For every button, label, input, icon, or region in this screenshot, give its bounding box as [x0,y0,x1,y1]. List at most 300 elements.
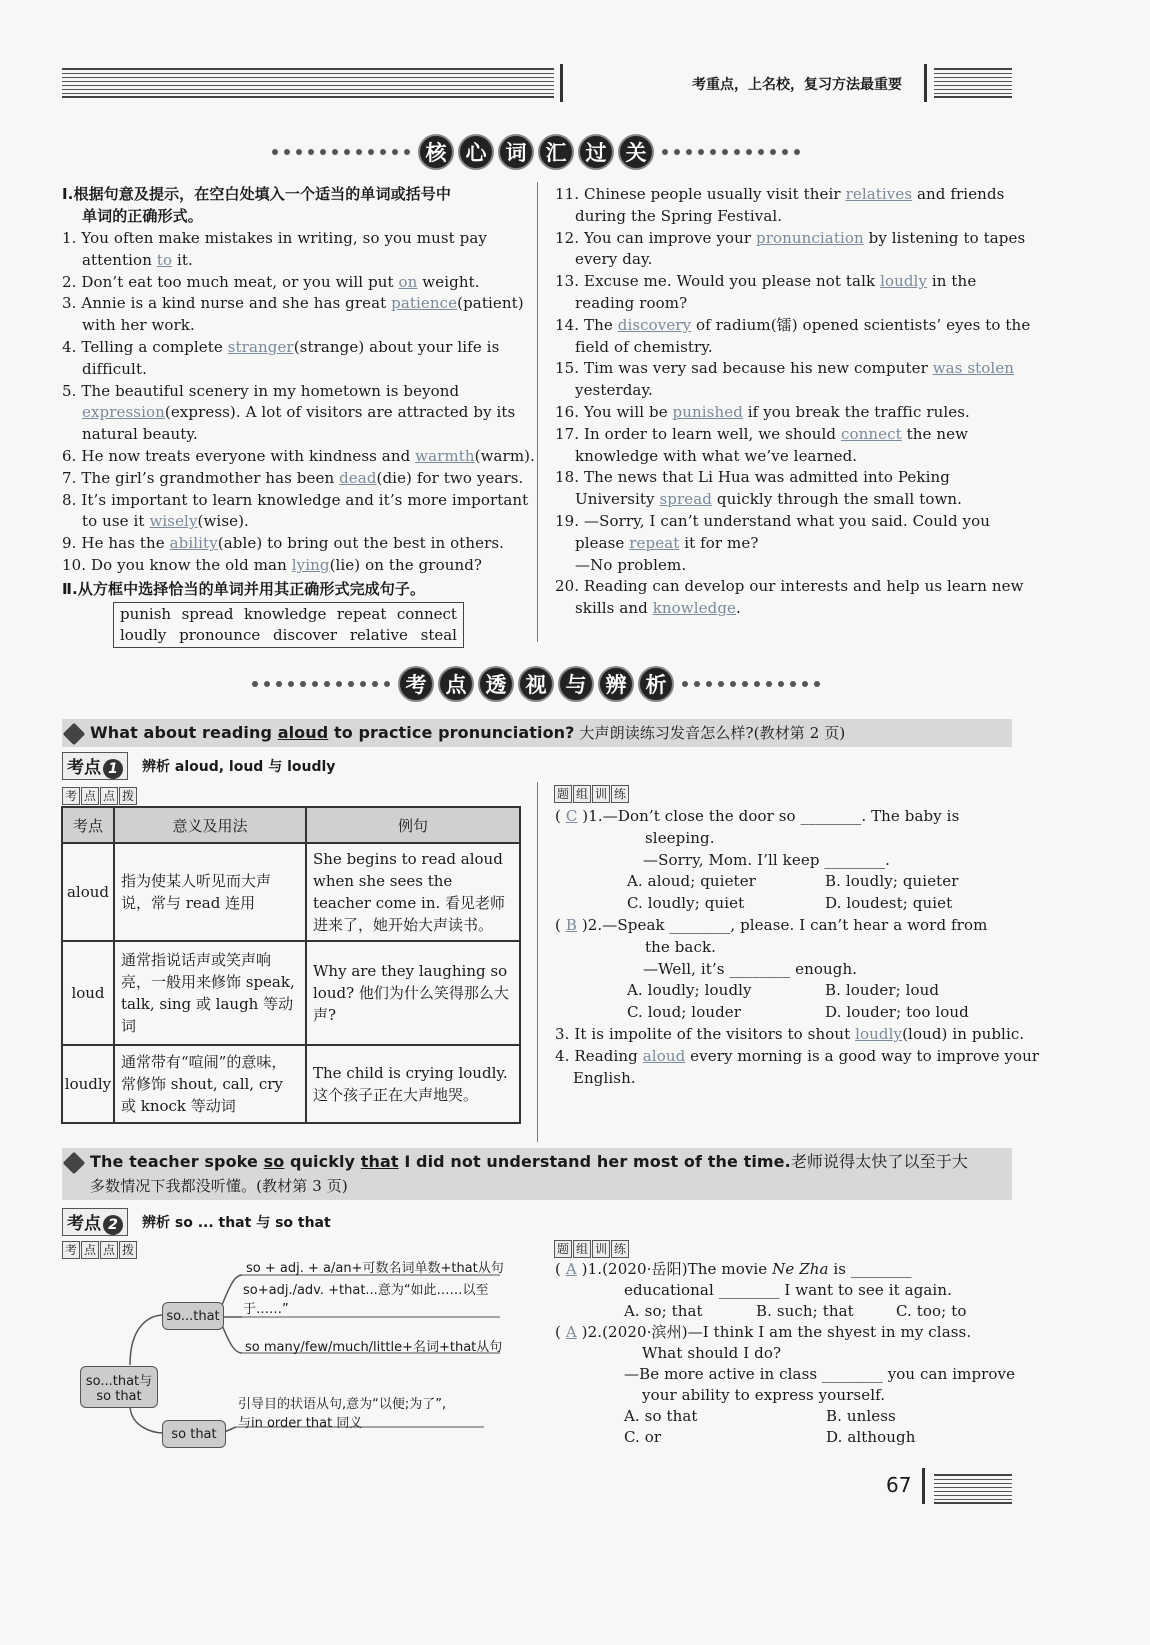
section-title-char: 词 [498,134,534,170]
section-title-char: 汇 [538,134,574,170]
answer-text: loudly [855,1025,903,1043]
answer-text: knowledge [652,599,736,618]
item-text: knowledge with what we’ve learned. [575,446,858,465]
exercise-item-cont [82,401,515,423]
item-text: Reading [574,1046,643,1065]
exercise-item [555,510,990,532]
drill-line [555,805,959,827]
drill-line [555,1023,1024,1045]
drill-line [627,870,959,892]
drill-line [643,958,857,980]
exercise-item [555,183,1004,205]
item-text: You often make mistakes in writing, so you must pay [81,229,487,247]
option: C. loud; louder [627,1003,742,1022]
mindmap-leaf: 引导目的状语从句,意为“以便;为了”, [238,1397,447,1412]
item-text: —Don’t close the door so ________. The baby is [602,807,960,825]
item-text: The beautiful scenery in my hometown is beyond [81,381,460,400]
kaodian-label [62,752,128,780]
answer-bracket: ) [576,1260,588,1278]
answer-text: to [156,250,173,269]
item-text: (loud) in public. [902,1025,1025,1043]
answer-text: loudly [880,272,928,291]
tag-char: 点 [81,787,99,805]
mindmap-root: so...that与 so that [80,1366,158,1408]
item-text: —Speak ________, please. I can’t hear a word from [602,916,988,934]
drill-line-cont: English. [573,1068,636,1087]
item-text: yesterday. [575,381,653,400]
tag-char: 练 [611,1240,629,1258]
exercise-item-cont [575,554,686,576]
section-title-char: 析 [638,666,674,702]
kaodian-2-title: 辨析 so ... that 与 so that [142,1215,331,1231]
option: A. so; that [624,1302,703,1320]
exercise-item-cont [82,358,147,380]
item-number: 2. [62,272,82,291]
item-text: is ________ [828,1260,912,1278]
exercise-item [62,445,535,467]
answer-letter: A [565,1260,577,1278]
item-text: quickly through the small town. [712,490,963,509]
answer-letter: C [565,807,578,825]
decor-dots [682,681,820,687]
table-row [62,1045,520,1123]
item-number: 1. [62,229,82,247]
item-text: the new [901,424,969,443]
column-separator [537,782,538,1142]
item-number: 4. [62,338,82,356]
key1-cn: 大声朗读练习发音怎么样?(教材第 2 页) [574,724,846,742]
tag-kaodian-diandian [62,787,138,805]
key1-en: What about reading [90,723,278,742]
section-title-char: 与 [558,666,594,702]
exercise-item-cont [575,379,653,401]
exercise-item [555,227,1025,249]
item-source: (2020·滨州) [602,1323,688,1341]
answer-letter: A [565,1323,577,1341]
section-title-char: 核 [418,134,454,170]
key2-cn-cont: 多数情况下我都没听懂。(教材第 3 页) [90,1177,348,1195]
table-header-cell: 考点 [62,807,114,843]
item-text: —No problem. [575,555,687,574]
kaodian-2-label [62,1208,331,1236]
kaodian-number: 2 [103,1215,123,1235]
table-cell-word: loudly [62,1045,114,1123]
option: A. loudly; loudly [627,981,752,1000]
item-number: 2. [587,1323,603,1341]
item-text: —Sorry, Mom. I’ll keep ________. [643,850,891,869]
drill-line-cont: What should I do? [642,1344,782,1362]
option: A. aloud; quieter [627,872,756,891]
option: D. although [826,1428,916,1446]
item-text: —I think I am the shyest in my class. [687,1323,972,1341]
item-text: field of chemistry. [575,337,713,356]
header-slogan: 考重点，上名校，复习方法最重要 [692,77,902,93]
section-title-char: 透 [478,666,514,702]
exercise-item-cont [82,249,193,271]
drill-line [555,1321,971,1343]
item-text: in the [927,272,977,291]
exercise-item-cont [575,488,962,510]
item-number: 18. [555,468,585,487]
kaodian-number: 1 [103,759,123,779]
drill-line [645,936,716,958]
exercise-item [555,575,1024,597]
drill-line [555,914,987,936]
answer-bracket: ( [555,1260,566,1278]
word-box-word: loudly [120,626,167,644]
exercise-item [62,489,528,511]
item-text: sleeping. [645,828,715,847]
drill-line [555,1045,1039,1067]
part1-instruction: Ⅰ.根据句意及提示，在空白处填入一个适当的单词或括号中 [62,185,451,203]
word-box-word: connect [396,605,457,623]
item-text: it for me? [679,533,759,552]
item-number: 7. [62,468,82,487]
drill-line [645,827,715,849]
answer-text: punished [672,403,743,421]
item-text: with her work. [82,316,195,335]
item-number: 8. [62,490,82,509]
exercise-item [62,467,523,489]
item-text: The news that Li Hua was admitted into Peking [584,468,950,487]
answer-text: connect [841,424,902,443]
answer-text: repeat [629,533,680,552]
item-text: please [575,533,630,552]
tag-icon [63,1152,86,1175]
item-text: You can improve your [584,228,757,247]
exercise-item [62,292,524,314]
item-text: skills and [575,599,653,618]
item-text: You will be [584,403,673,421]
footer-divider [922,1468,925,1504]
table-cell-word: aloud [62,843,114,941]
exercise-item [555,401,970,423]
part1-instruction-cont: 单词的正确形式。 [82,207,203,225]
item-number: 6. [62,447,82,465]
exercise-item-cont [575,445,857,467]
option: C. loudly; quiet [627,894,745,913]
option: B. louder; loud [825,981,940,1000]
item-text: Do you know the old man [91,556,292,574]
item-text: (die) for two years. [376,468,524,487]
section-title-char: 点 [438,666,474,702]
table-row [62,941,520,1045]
table-cell-usage: 通常指说话声或笑声响亮，一般用来修饰 speak, talk, sing 或 laugh 等动词 [114,941,306,1045]
option: C. or [624,1428,662,1446]
exercise-item-cont [575,292,687,314]
item-text: He has the [81,534,170,553]
mindmap-node-so-that: so...that [162,1302,224,1330]
answer-text: was stolen [932,359,1015,378]
answer-text: wisely [149,512,198,531]
mindmap-node-sothat: so that [162,1420,226,1448]
item-text: (wise). [197,512,249,531]
answer-bracket: ) [576,916,588,934]
item-text: (lie) on the ground? [329,556,483,574]
item-source: (2020·岳阳) [602,1260,688,1278]
drill-line [627,1001,969,1023]
drill-line-cont: educational ________ I want to see it again. [624,1281,952,1299]
exercise-item [555,357,1014,379]
item-text: if you break the traffic rules. [742,403,970,421]
option: A. so that [624,1407,698,1425]
table-header-cell: 意义及用法 [114,807,306,843]
item-number: 19. [555,512,585,530]
item-number: 9. [62,534,82,553]
table-cell-example: The child is crying loudly. 这个孩子正在大声地哭。 [306,1045,520,1123]
key2-underlined-so: so [263,1152,285,1171]
drill-line-cont: your ability to express yourself. [642,1386,886,1404]
item-text: difficult. [82,359,147,378]
answer-text: expression [82,403,165,422]
decor-dots [252,681,390,687]
exercise-item [555,466,950,488]
key1-en-rest: to practice pronunciation? [328,723,575,742]
key-sentence-2 [62,1148,1012,1200]
exercise-item [62,554,482,576]
item-number: 12. [555,228,585,247]
tag-char: 点 [100,1241,118,1259]
answer-text: on [398,272,418,291]
header-rule-right [934,68,1012,98]
kaodian-text: 考点 [67,1214,101,1234]
key-sentence-1 [62,719,1012,747]
item-number: 14. [555,315,585,334]
item-text: natural beauty. [82,425,198,444]
table-cell-usage: 指为使某人听见而大声说，常与 read 连用 [114,843,306,941]
section-title-char: 辨 [598,666,634,702]
key2-cn: 老师说得太快了以至于大 [790,1152,968,1171]
exercise-item [62,271,480,293]
exercise-item-cont [82,510,249,532]
section-title-char: 考 [398,666,434,702]
item-text: Chinese people usually visit their [584,185,846,203]
answer-bracket: ( [555,916,566,934]
word-box-word: discover [273,626,338,644]
item-text: —Well, it’s ________ enough. [643,959,858,978]
answer-text: lying [291,556,330,574]
word-box-word: knowledge [244,605,327,623]
table-header-cell: 例句 [306,807,520,843]
tag-char: 拨 [119,1241,137,1259]
tag-char: 题 [554,785,572,803]
tag-char: 点 [100,787,118,805]
tag-char: 训 [592,785,610,803]
item-text: (warm). [474,447,535,465]
exercise-item [62,336,499,358]
key2-part: I did not understand her most of the time. [398,1152,791,1171]
table-cell-example: She begins to read aloud when she sees the teacher come in. 看见老师进来了，她开始大声读书。 [306,843,520,941]
answer-bracket: ) [577,807,589,825]
kaodian-1-title: 辨析 aloud, loud 与 loudly [142,759,336,775]
option: B. such; that [756,1302,854,1320]
answer-text: stranger [227,338,294,356]
column-separator [537,182,538,642]
section-title-vocab [272,134,800,170]
section-title-char: 视 [518,666,554,702]
option: D. loudest; quiet [825,894,953,913]
answer-text: dead [339,468,377,487]
item-text: of radium(镭) opened scientists’ eyes to the [691,315,1031,334]
item-number: 11. [555,185,585,203]
exercise-item [555,270,976,292]
item-text: The [584,315,618,334]
item-number: 16. [555,403,585,421]
answer-text: aloud [642,1046,686,1065]
tag-char: 考 [62,1241,80,1259]
section-title-char: 关 [618,134,654,170]
exercise-item-cont [575,205,782,227]
item-text: by listening to tapes [863,228,1026,247]
mindmap-leaf: 于……” [243,1302,289,1317]
item-number: 3. [555,1025,575,1043]
tag-char: 点 [81,1241,99,1259]
drill-line [555,1258,912,1280]
item-text: (express). A lot of visitors are attracted by its [164,403,516,422]
header-divider-right [924,64,927,102]
exercise-item-cont [575,248,652,270]
item-number: 5. [62,381,82,400]
item-text: weight. [417,272,480,291]
section-title-char: 心 [458,134,494,170]
item-number: 3. [62,294,82,313]
item-number: 2. [587,916,603,934]
answer-text: discovery [617,315,692,334]
item-text: Telling a complete [81,338,228,356]
section-title-char: 过 [578,134,614,170]
item-text: the back. [645,937,717,956]
item-number: 1. [587,1260,603,1278]
tag-char: 组 [573,785,591,803]
tag-char: 组 [573,1240,591,1258]
key1-underlined: aloud [277,723,329,742]
table-cell-word: loud [62,941,114,1045]
header-rule-left [62,68,554,98]
exercise-item [62,532,504,554]
answer-bracket: ( [555,1323,566,1341]
page-number: 67 [886,1473,912,1497]
drill-line [627,979,940,1001]
tag-icon [63,723,86,746]
decor-dots [272,149,410,155]
mindmap-leaf: 与in order that 同义 [238,1416,363,1431]
item-number: 10. [62,556,92,574]
drill-line-cont: —Be more active in class ________ you can improve [624,1365,1016,1383]
tag-char: 训 [592,1240,610,1258]
word-box-word: relative [349,626,408,644]
exercise-item [62,380,459,402]
item-text: It’s important to learn knowledge and it’s more important [81,490,529,509]
item-text: Excuse me. Would you please not talk [584,272,881,291]
exercise-item [62,227,487,249]
footer-rule [934,1474,1012,1504]
exercise-item [555,314,1030,336]
key2-underlined-that: that [360,1152,399,1171]
option: D. louder; too loud [825,1003,969,1022]
option: B. loudly; quieter [825,872,959,891]
exercise-item-cont [575,532,759,554]
item-text: In order to learn well, we should [584,424,841,443]
option: B. unless [826,1407,896,1425]
answer-text: spread [659,490,712,509]
tag-char: 考 [62,787,80,805]
exercise-item-cont [575,336,713,358]
word-box-word: punish [120,605,172,623]
kaodian-label [62,1208,128,1236]
item-text: . [736,599,741,618]
item-text: Don’t eat too much meat, or you will put [81,272,399,291]
item-text: He now treats everyone with kindness and [81,447,416,465]
mindmap-leaf: so+adj./adv. +that...意为“如此……以至 [243,1283,489,1298]
item-text: every day. [575,250,653,269]
item-text: during the Spring Festival. [575,206,783,225]
item-number: 15. [555,359,585,378]
item-text: (able) to bring out the best in others. [217,534,505,553]
item-text: It is impolite of the visitors to shout [574,1025,856,1043]
part2-instruction: Ⅱ.从方框中选择恰当的单词并用其正确形式完成句子。 [62,580,426,598]
answer-text: warmth [415,447,475,465]
item-text: (strange) about your life is [293,338,500,356]
item-text: University [575,490,660,509]
option: C. too; to [896,1302,967,1320]
item-text: to use it [82,512,150,531]
key2-part: The teacher spoke [90,1152,264,1171]
tag-char: 题 [554,1240,572,1258]
word-box-row [120,604,457,625]
word-box-row [120,625,457,646]
tag-char: 练 [611,785,629,803]
word-box [113,602,464,648]
item-italic: Ne Zha [772,1260,829,1278]
item-text: and friends [912,185,1005,203]
drill-line [643,849,890,871]
tag-tizu-xunlian [554,785,630,803]
answer-text: patience [391,294,458,313]
section-title-points [252,666,820,702]
table-row [62,843,520,941]
item-text: it. [172,250,193,269]
item-number: 17. [555,424,585,443]
item-number: 13. [555,272,585,291]
drill-line [627,892,953,914]
item-number: 20. [555,577,585,596]
word-box-word: repeat [336,605,387,623]
item-text: (patient) [457,294,524,313]
answer-letter: B [565,916,577,934]
section-title-chars [396,666,676,702]
key2-part: quickly [284,1152,361,1171]
answer-bracket: ( [555,807,566,825]
answer-text: relatives [845,185,913,203]
exercise-item-cont [82,314,195,336]
answer-text: pronunciation [756,228,864,247]
usage-table [61,806,521,1124]
item-text: The girl’s grandmother has been [81,468,340,487]
mindmap-leaf: so + adj. + a/an+可数名词单数+that从句 [246,1261,504,1276]
word-box-word: steal [420,626,457,644]
table-cell-usage: 通常带有“喧闹”的意味，常修饰 shout, call, cry 或 knock 等动词 [114,1045,306,1123]
item-text: Annie is a kind nurse and she has great [81,294,392,313]
answer-text: ability [169,534,218,553]
tag-tizu-xunlian [554,1240,630,1258]
word-box-word: pronounce [179,626,261,644]
table-header-row [62,807,520,843]
mindmap-leaf: so many/few/much/little+名词+that从句 [245,1340,503,1355]
kaodian-text: 考点 [67,758,101,778]
tag-char: 拨 [119,787,137,805]
word-box-word: spread [181,605,234,623]
item-text: reading room? [575,294,688,312]
